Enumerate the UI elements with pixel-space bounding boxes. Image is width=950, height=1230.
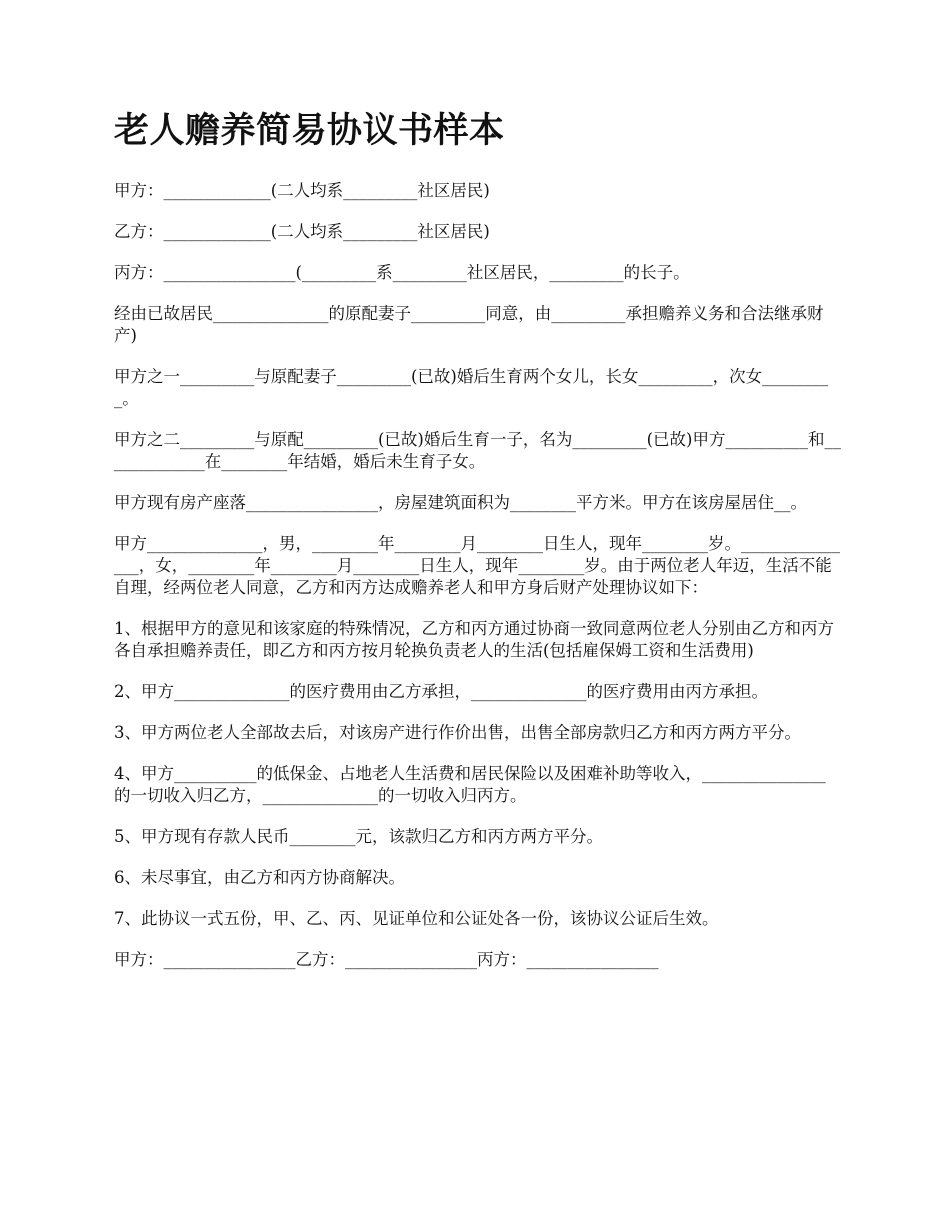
elders-paragraph: 甲方______________，男，________年________月________日生人，现年________岁。_______________，女，________年________月________日生人，现年________岁。由于两位老人年迈，生活不能自理，经两位老人同意，乙方和丙方达成赡养老人和甲方身后财产处理协议如下： — [114, 534, 840, 597]
clause-5: 5、甲方现有存款人民币________元，该款归乙方和丙方两方平分。 — [114, 827, 603, 846]
party-c-line: 丙方：________________(_________系_________社区居民，_________的长子。 — [114, 263, 690, 282]
clause-1: 1、根据甲方的意见和该家庭的特殊情况，乙方和丙方通过协商一致同意两位老人分别由乙方和丙方各自承担赡养责任，即乙方和丙方按月轮换负责老人的生活(包括雇保姆工资和生活费用) — [114, 619, 834, 660]
clause-2: 2、甲方______________的医疗费用由乙方承担，______________的医疗费用由丙方承担。 — [114, 682, 768, 701]
document-page — [114, 108, 842, 990]
property-paragraph: 甲方现有房产座落________________，房屋建筑面积为________平方米。甲方在该房屋居住__。 — [114, 493, 807, 512]
document-title: 老人赡养简易协议书样本 — [114, 110, 505, 151]
clause-6: 6、未尽事宜，由乙方和丙方协商解决。 — [114, 868, 405, 887]
clause-7: 7、此协议一式五份，甲、乙、丙、见证单位和公证处各一份，该协议公证后生效。 — [114, 909, 719, 928]
party-a-line: 甲方：_____________(二人均系_________社区居民) — [114, 181, 490, 200]
clause-3: 3、甲方两位老人全部故去后，对该房产进行作价出售，出售全部房款归乙方和丙方两方平分。 — [114, 723, 801, 742]
signature-line: 甲方：________________乙方：________________丙方：________________ — [114, 950, 659, 969]
party-a-two-paragraph: 甲方之二_________与原配_________(已故)婚后生育一子，名为_________(已故)甲方__________和_____________在________年结婚，婚后未生育子女。 — [114, 430, 841, 471]
party-b-line: 乙方：_____________(二人均系_________社区居民) — [114, 222, 490, 241]
party-a-one-paragraph: 甲方之一_________与原配妻子_________(已故)婚后生育两个女儿，长女_________，次女_________。 — [114, 367, 829, 408]
consent-paragraph: 经由已故居民______________的原配妻子_________同意，由_________承担赡养义务和合法继承财产) — [114, 304, 824, 345]
clause-4: 4、甲方__________的低保金、占地老人生活费和居民保险以及困难补助等收入，_______________的一切收入归乙方，______________的一切收入归丙方。 — [114, 764, 826, 805]
